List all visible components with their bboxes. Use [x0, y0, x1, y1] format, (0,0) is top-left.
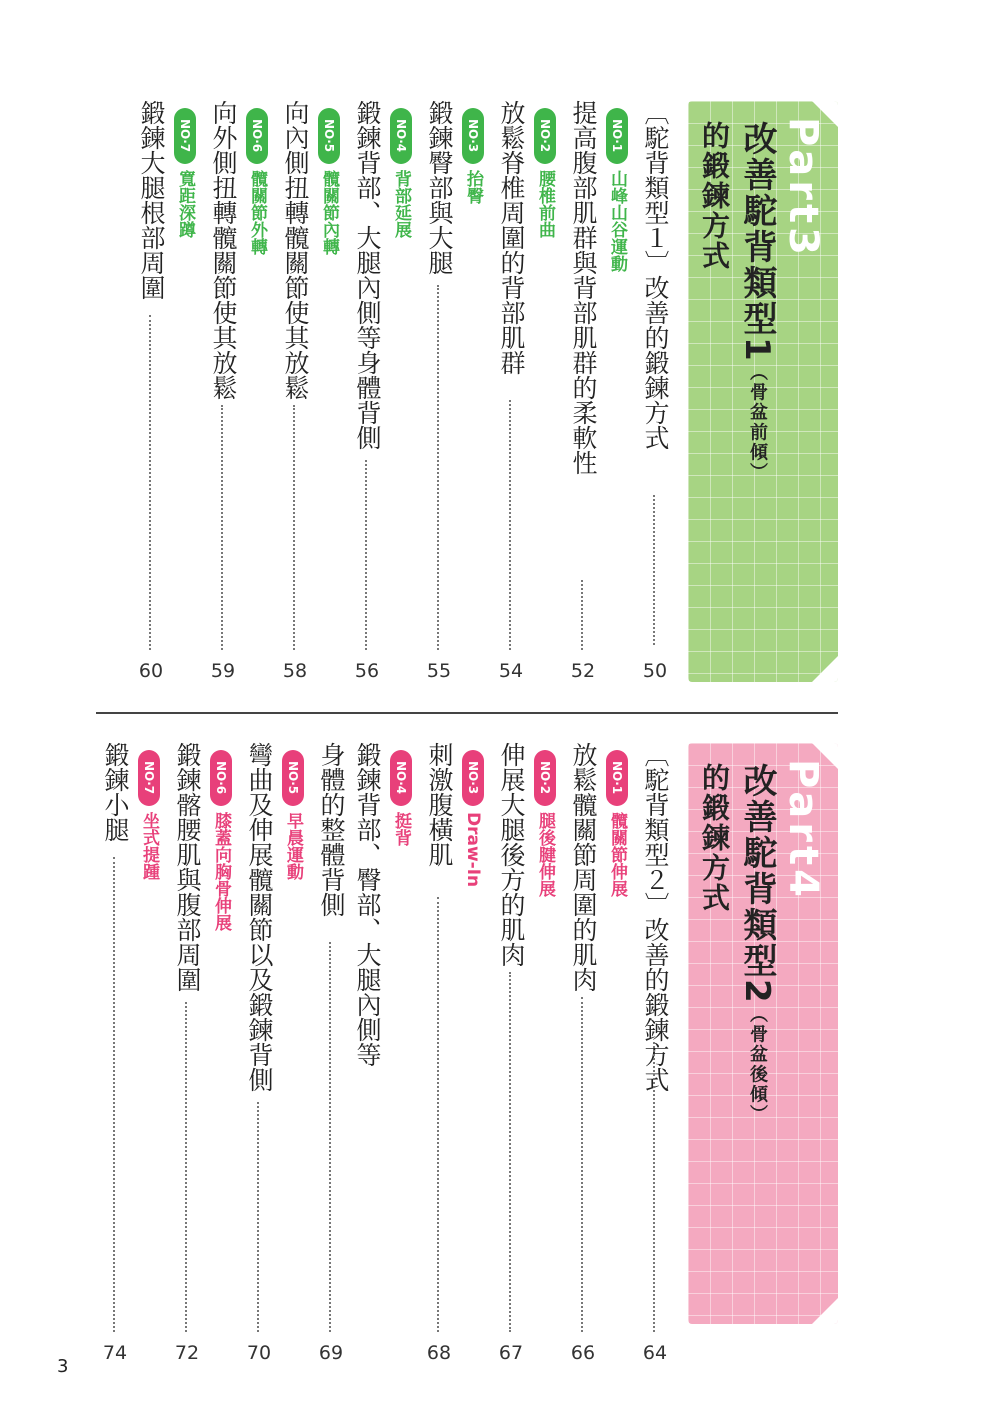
exercise-name: 山峰山谷運動 — [607, 170, 627, 272]
dot-leader — [437, 897, 439, 1332]
part4-title-main: 改善駝背類型2 — [737, 763, 777, 1005]
part4-title-line2: 的鍛鍊方式 — [698, 763, 731, 913]
toc-entry-page: 69 — [318, 1342, 344, 1364]
toc-entry[interactable] — [568, 742, 598, 1364]
exercise-tag — [244, 108, 270, 308]
dot-leader — [185, 1002, 187, 1332]
toc-entry[interactable] — [640, 742, 670, 1364]
exercise-number-badge: NO·5 — [282, 750, 304, 806]
exercise-tag — [460, 108, 486, 308]
exercise-name: 挺背 — [391, 812, 411, 846]
toc-entry[interactable] — [136, 100, 166, 690]
exercise-tag — [460, 750, 486, 970]
toc-entry-page: 54 — [498, 660, 524, 682]
dot-leader — [581, 997, 583, 1332]
part4-header-box — [688, 743, 838, 1324]
toc-entry-title: 鍛鍊髂腰肌與腹部周圍 — [173, 742, 202, 992]
exercise-number-badge: NO·1 — [606, 108, 628, 164]
dot-leader — [653, 495, 655, 645]
toc-entry[interactable] — [424, 100, 454, 690]
exercise-number-badge: NO·3 — [462, 108, 484, 164]
dot-leader — [149, 315, 151, 650]
exercise-name: 早晨運動 — [283, 812, 303, 880]
toc-entry-page: 64 — [642, 1342, 668, 1364]
exercise-number-badge: NO·6 — [246, 108, 268, 164]
toc-entry-title: 彎曲及伸展髖關節以及鍛鍊背側 — [245, 742, 274, 1092]
exercise-number-badge: NO·7 — [138, 750, 160, 806]
toc-entry-title: 鍛鍊背部、大腿內側等身體背側 — [353, 100, 382, 450]
toc-entry-page: 72 — [174, 1342, 200, 1364]
toc-entry[interactable] — [424, 742, 454, 1364]
toc-entry-title: 提高腹部肌群與背部肌群的柔軟性 — [569, 100, 598, 475]
part4-title — [738, 763, 776, 1125]
exercise-number-badge: NO·2 — [534, 108, 556, 164]
part3-title-line2: 的鍛鍊方式 — [698, 121, 731, 271]
toc-entry-title: 向外側扭轉髖關節使其放鬆 — [209, 100, 238, 400]
exercise-tag — [388, 108, 414, 308]
toc-entry-page: 68 — [426, 1342, 452, 1364]
exercise-number-badge: NO·2 — [534, 750, 556, 806]
toc-entry[interactable] — [280, 100, 310, 690]
toc-entry-page: 56 — [354, 660, 380, 682]
dot-leader — [257, 1102, 259, 1332]
exercise-tag — [280, 750, 306, 970]
part3-label: Part3 — [780, 117, 826, 259]
toc-entry-title: 身體的整體背側 — [317, 742, 346, 917]
toc-entry-title: 放鬆脊椎周圍的背部肌群 — [497, 100, 526, 375]
exercise-number-badge: NO·1 — [606, 750, 628, 806]
exercise-tag — [604, 750, 630, 970]
exercise-name: 寬距深蹲 — [175, 170, 195, 238]
toc-entry-page: 52 — [570, 660, 596, 682]
part3-title-paren: （骨盆前傾） — [747, 362, 768, 483]
page-number: 3 — [57, 1356, 69, 1377]
toc-entry-page: 50 — [642, 660, 668, 682]
toc-entry-page: 59 — [210, 660, 236, 682]
toc-entry-title: 鍛鍊臀部與大腿 — [425, 100, 454, 275]
exercise-number-badge: NO·4 — [390, 108, 412, 164]
dot-leader — [509, 972, 511, 1332]
exercise-name: 髖關節外轉 — [247, 170, 267, 255]
toc-entry-page: 60 — [138, 660, 164, 682]
part3-header-box — [688, 101, 838, 682]
toc-entry-title: 〔駝背類型２〕改善的鍛鍊方式 — [641, 742, 670, 1092]
toc-entry-title: 〔駝背類型１〕改善的鍛鍊方式 — [641, 100, 670, 450]
toc-entry-title: 鍛鍊小腿 — [101, 742, 130, 842]
dot-leader — [113, 857, 115, 1332]
toc-entry-page: 67 — [498, 1342, 524, 1364]
exercise-tag — [172, 108, 198, 308]
dot-leader — [509, 400, 511, 650]
exercise-name: 髖關節伸展 — [607, 812, 627, 897]
exercise-number-badge: NO·6 — [210, 750, 232, 806]
toc-entry[interactable] — [496, 742, 526, 1364]
toc-entry[interactable] — [316, 742, 346, 1364]
toc-entry-page: 74 — [102, 1342, 128, 1364]
toc-entry[interactable] — [568, 100, 598, 690]
exercise-number-badge: NO·4 — [390, 750, 412, 806]
toc-entry[interactable] — [208, 100, 238, 690]
toc-entry-title: 鍛鍊大腿根部周圍 — [137, 100, 166, 300]
toc-entry-page: 70 — [246, 1342, 272, 1364]
exercise-tag — [208, 750, 234, 970]
dot-leader — [293, 405, 295, 650]
toc-entry-page: 58 — [282, 660, 308, 682]
dot-leader — [329, 942, 331, 1332]
part3-title-main: 改善駝背類型1 — [737, 121, 777, 363]
toc-entry[interactable] — [640, 100, 670, 690]
toc-entry-page: 66 — [570, 1342, 596, 1364]
toc-entry-title: 放鬆髖關節周圍的肌肉 — [569, 742, 598, 992]
toc-entry-page: 55 — [426, 660, 452, 682]
toc-entry[interactable] — [352, 742, 382, 1332]
toc-entry-title: 伸展大腿後方的肌肉 — [497, 742, 526, 967]
exercise-tag — [388, 750, 414, 970]
exercise-tag — [532, 108, 558, 308]
dot-leader — [365, 460, 367, 650]
dot-leader — [437, 285, 439, 650]
part3-title — [738, 121, 776, 483]
exercise-number-badge: NO·7 — [174, 108, 196, 164]
toc-entry[interactable] — [244, 742, 274, 1364]
exercise-name: 抬臀 — [463, 170, 483, 204]
toc-entry-title: 鍛鍊背部、臀部、大腿內側等 — [353, 742, 382, 1067]
dot-leader — [653, 1042, 655, 1332]
dot-leader — [221, 405, 223, 650]
exercise-tag — [136, 750, 162, 970]
section-divider — [96, 712, 838, 714]
exercise-number-badge: NO·5 — [318, 108, 340, 164]
exercise-tag — [532, 750, 558, 970]
exercise-tag — [316, 108, 342, 308]
exercise-name: 腿後腱伸展 — [535, 812, 555, 897]
toc-entry-title: 向內側扭轉髖關節使其放鬆 — [281, 100, 310, 400]
dot-leader — [581, 580, 583, 650]
exercise-name: 髖關節內轉 — [319, 170, 339, 255]
exercise-name: Draw-In — [463, 812, 483, 888]
part4-label: Part4 — [780, 759, 826, 901]
exercise-tag — [604, 108, 630, 308]
exercise-name: 背部延展 — [391, 170, 411, 238]
toc-entry[interactable] — [496, 100, 526, 690]
toc-entry[interactable] — [352, 100, 382, 690]
exercise-name: 坐式提踵 — [139, 812, 159, 880]
toc-entry[interactable] — [172, 742, 202, 1364]
exercise-name: 腰椎前曲 — [535, 170, 555, 238]
exercise-number-badge: NO·3 — [462, 750, 484, 806]
part4-title-paren: （骨盆後傾） — [747, 1004, 768, 1125]
exercise-name: 膝蓋向胸骨伸展 — [211, 812, 231, 931]
toc-entry-title: 刺激腹橫肌 — [425, 742, 454, 867]
toc-entry[interactable] — [100, 742, 130, 1364]
